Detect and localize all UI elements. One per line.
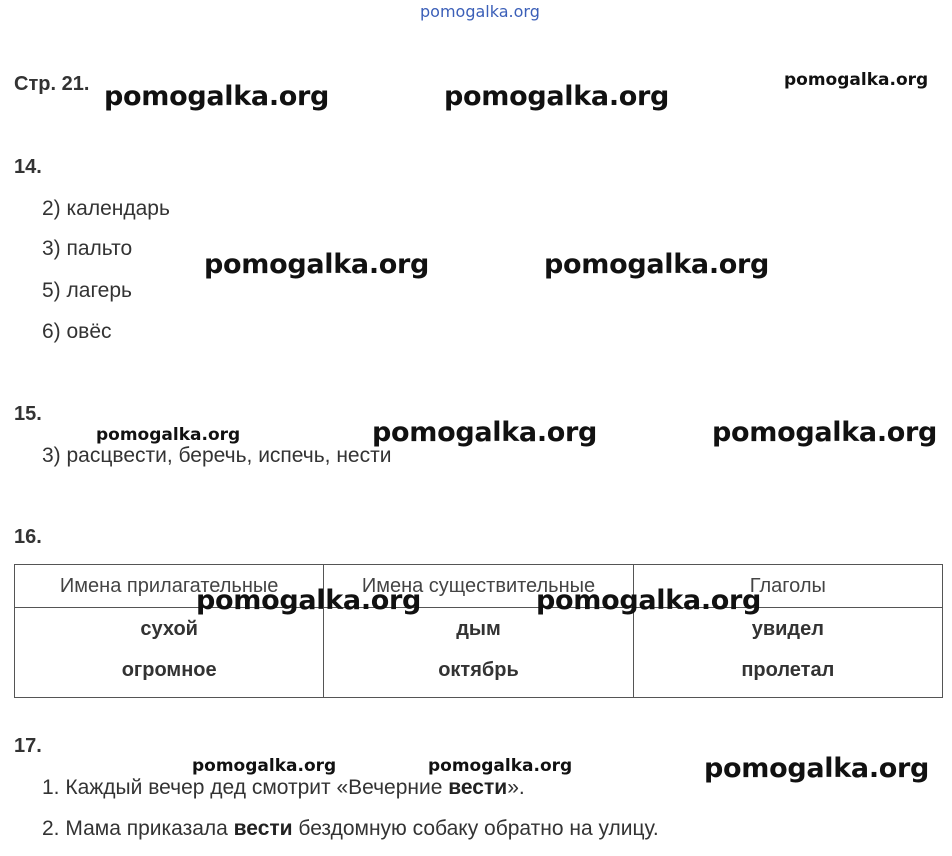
table-cell-word: огромное [121,659,217,681]
watermark: pomogalka.org [712,417,938,448]
adjectives-cell [15,608,324,698]
page-reference: Стр. 21. [14,73,90,95]
watermark: pomogalka.org [104,81,330,112]
watermark: pomogalka.org [204,249,430,280]
table-cell-word: пролетал [741,659,835,681]
watermark: pomogalka.org [544,249,770,280]
exercise-14-item: 6) овёс [42,320,112,343]
table-cell-word: увидел [751,618,824,640]
sentence-text: 2. Мама приказала [42,817,234,840]
nouns-cell [324,608,633,698]
watermark: pomogalka.org [428,756,573,776]
watermark: pomogalka.org [96,425,241,445]
table-cell-word: октябрь [438,659,519,681]
exercise-17-sentence-2 [42,817,659,841]
table-cell-word: сухой [140,618,198,640]
exercise-17-number: 17. [14,735,42,757]
table-row [15,608,943,698]
bold-word: вести [448,776,508,799]
watermark: pomogalka.org [196,585,422,616]
sentence-text: 1. Каждый вечер дед смотрит «Вечерние [42,776,449,799]
exercise-15-item: 3) расцвести, беречь, испечь, нести [42,444,392,467]
sentence-text: бездомную собаку обратно на улицу. [292,817,659,840]
watermark-top: pomogalka.org [420,2,540,21]
watermark: pomogalka.org [192,756,337,776]
watermark: pomogalka.org [372,417,598,448]
header-nouns: Имена существительные [324,565,633,608]
exercise-17-sentence-1 [42,776,525,800]
header-adjectives: Имена прилагательные [15,565,324,608]
watermark: pomogalka.org [784,70,929,90]
exercise-15-number: 15. [14,403,42,425]
exercise-14-item: 5) лагерь [42,279,132,302]
exercise-14-number: 14. [14,156,42,178]
exercise-14-item: 2) календарь [42,197,170,220]
exercise-16-number: 16. [14,526,42,548]
watermark: pomogalka.org [704,753,930,784]
table-header-row [15,565,943,608]
bold-word: вести [233,817,293,840]
sentence-text: ». [507,776,525,799]
watermark: pomogalka.org [536,585,762,616]
verbs-cell [633,608,942,698]
table-cell-word: дым [456,618,501,640]
watermark: pomogalka.org [444,81,670,112]
header-verbs: Глаголы [633,565,942,608]
exercise-14-item: 3) пальто [42,237,133,260]
parts-of-speech-table [14,564,943,698]
